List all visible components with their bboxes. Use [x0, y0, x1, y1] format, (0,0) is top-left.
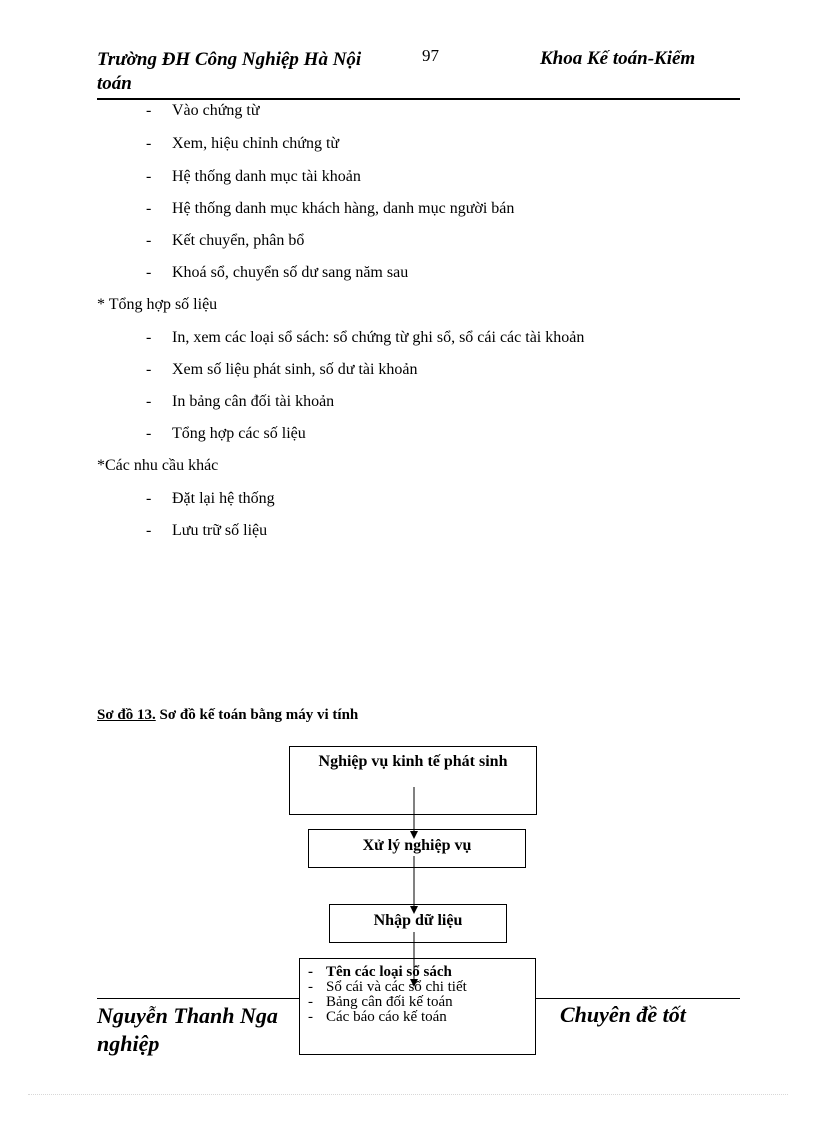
list-item: - Sổ cái và các sổ chi tiết: [308, 979, 467, 995]
section-summary-heading: * Tổng hợp số liệu: [97, 296, 218, 313]
list-item: Hệ thống danh mục tài khoản: [172, 168, 361, 185]
footer-author-line2: nghiệp: [97, 1031, 160, 1056]
footer-title: Chuyên đề tốt: [560, 1002, 686, 1027]
list-item: In, xem các loại sổ sách: sổ chứng từ ghi sổ, sổ cái các tài khoản: [172, 329, 585, 346]
list-dash: -: [146, 102, 152, 119]
list-dash: -: [146, 135, 152, 152]
list-dash: -: [146, 264, 152, 281]
footer-author-line1: Nguyễn Thanh Nga: [97, 1003, 278, 1028]
list-item: Xem, hiệu chỉnh chứng từ: [172, 135, 340, 152]
list-dash: -: [146, 393, 152, 410]
list-dash: -: [146, 522, 152, 539]
flow-box-data-entry-label: Nhập dữ liệu: [373, 912, 463, 929]
header-faculty: Khoa Kế toán-Kiểm: [540, 48, 696, 69]
list-item: Tổng hợp các số liệu: [172, 425, 306, 442]
list-item: Xem số liệu phát sinh, số dư tài khoản: [172, 361, 418, 378]
list-dash: -: [146, 232, 152, 249]
page-bottom-dotted-line: [28, 1094, 788, 1095]
list-item: - Bảng cân đối kế toán: [308, 994, 453, 1010]
page-number: 97: [422, 46, 439, 65]
list-dash: -: [146, 200, 152, 217]
list-item: Đặt lại hệ thống: [172, 490, 275, 507]
list-item: Vào chứng từ: [172, 102, 260, 119]
list-dash: -: [146, 361, 152, 378]
diagram-caption-label: Sơ đồ 13.: [97, 707, 156, 723]
flow-box-transactions-label: Nghiệp vụ kinh tế phát sinh: [318, 753, 508, 770]
list-dash: -: [146, 425, 152, 442]
list-item: - Các báo cáo kế toán: [308, 1009, 447, 1025]
header-school-line1: Trường ĐH Công Nghiệp Hà Nội: [97, 49, 362, 70]
list-dash: -: [146, 490, 152, 507]
list-item: Hệ thống danh mục khách hàng, danh mục người bán: [172, 200, 515, 217]
list-dash: -: [146, 329, 152, 346]
list-dash: -: [146, 168, 152, 185]
list-item: Kết chuyển, phân bổ: [172, 232, 305, 249]
diagram-caption-text: Sơ đồ kế toán bằng máy vi tính: [155, 707, 359, 723]
list-item: - Tên các loại sổ sách: [308, 964, 452, 980]
flow-box-processing-label: Xử lý nghiệp vụ: [362, 837, 472, 854]
header-school-line2: toán: [97, 73, 132, 94]
list-item: In bảng cân đối tài khoản: [172, 393, 335, 410]
list-item: Khoá sổ, chuyển số dư sang năm sau: [172, 264, 409, 281]
list-item: Lưu trữ số liệu: [172, 522, 268, 539]
section-other-heading: *Các nhu cầu khác: [97, 457, 219, 474]
